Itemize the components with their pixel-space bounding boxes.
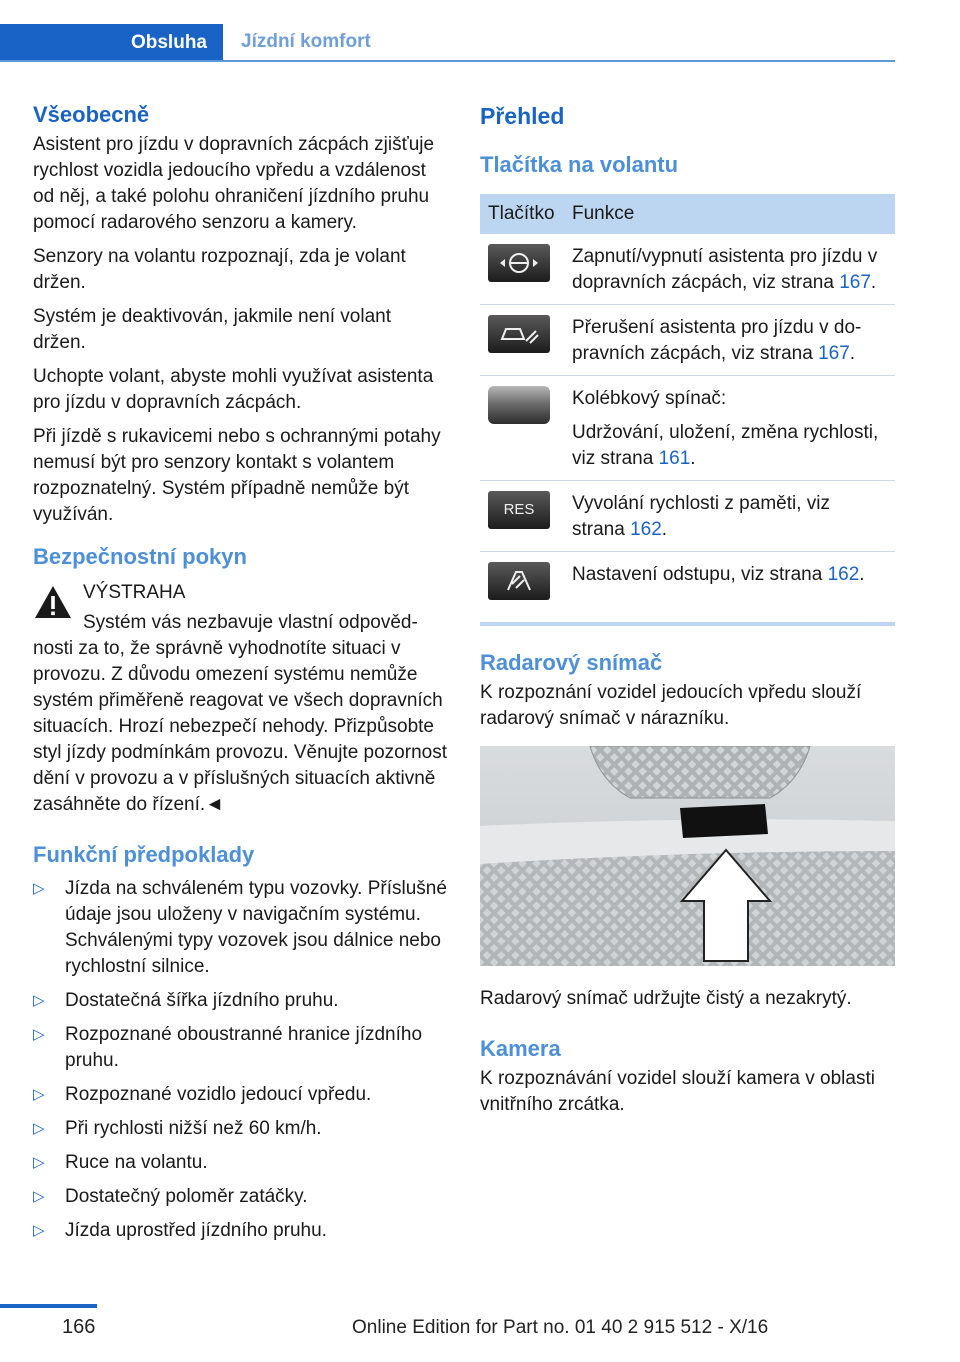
row-function-text: Zapnutí/vypnutí asistenta pro jízdu v dopravních zácpách, viz strana — [572, 246, 878, 293]
radar-sensor-photo — [480, 746, 895, 966]
page-link[interactable]: 161 — [658, 448, 691, 469]
triangle-bullet-icon: ▷ — [33, 1120, 45, 1137]
column-header-button: Tlačítko — [480, 194, 564, 234]
edition-text: Online Edition for Part no. 01 40 2 915 512 - X/16 — [352, 1317, 769, 1338]
buttons-heading: Tlačítka na volantu — [480, 152, 679, 177]
controls-table — [480, 194, 895, 626]
page-number: 166 — [62, 1316, 96, 1338]
general-heading: Všeobecně — [33, 102, 150, 127]
distance-car-icon — [488, 315, 550, 353]
warning-triangle-icon — [33, 584, 73, 620]
page-link[interactable]: 162 — [827, 564, 860, 585]
list-item: ▷ Ruce na volantu. — [33, 1150, 448, 1176]
triangle-bullet-icon: ▷ — [33, 992, 45, 1009]
list-item: ▷ Při rychlosti nižší než 60 km/h. — [33, 1116, 448, 1142]
tab-jizdni-komfort[interactable]: Jízdní komfort — [241, 31, 371, 52]
steering-assist-icon — [488, 244, 550, 282]
list-item: ▷ Rozpoznané vozidlo jedoucí vpředu. — [33, 1082, 448, 1108]
general-paragraph: Senzory na volantu rozpoznají, zda je volant držen. — [33, 246, 406, 293]
page-link[interactable]: 167 — [839, 272, 871, 293]
triangle-bullet-icon: ▷ — [33, 1154, 45, 1171]
camera-heading: Kamera — [480, 1036, 561, 1061]
row-function-text: Vyvolání rychlosti z paměti, viz strana — [572, 493, 830, 540]
rocker-switch-icon — [488, 386, 550, 424]
triangle-bullet-icon: ▷ — [33, 1086, 45, 1103]
general-paragraph: Asistent pro jízdu v dopravních zácpách zjišťuje rychlost vozidla jedoucího vpředu a vzdálenost od něj, a také polohu ohraničení jízdního pruhu pomocí radarového senzoru a kamery. — [33, 134, 435, 233]
radar-text: K rozpoznání vozidel jedoucích vpředu slouží radarový snímač v nárazníku. — [480, 682, 862, 729]
radar-caption: Radarový snímač udržujte čistý a nezakrytý. — [480, 988, 852, 1009]
res-button-icon: RES — [488, 491, 550, 529]
page-link[interactable]: 162 — [630, 519, 662, 540]
triangle-bullet-icon: ▷ — [33, 1222, 45, 1239]
right-column — [480, 100, 895, 1126]
general-paragraph: Systém je deaktivován, jakmile není volant držen. — [33, 306, 392, 353]
row-function-text: Nastavení odstupu, viz strana — [572, 564, 828, 585]
table-row: Zapnutí/vypnutí asistenta pro jízdu v dopravních zácpách, viz strana 167. — [480, 234, 895, 305]
list-item: ▷ Rozpoznané oboustranné hranice jízdního pruhu. — [33, 1024, 423, 1071]
triangle-bullet-icon: ▷ — [33, 1188, 45, 1205]
table-row: Nastavení odstupu, viz strana 162. — [480, 552, 895, 625]
row-function-text: Přerušení asistenta pro jízdu v dopravních zácpách, viz strana — [572, 317, 862, 364]
row-function-text: Kolébkový spínač: — [572, 388, 727, 409]
table-row: Kolébkový spínač: Udržování, uložení, změna rychlosti, viz strana 161. — [480, 376, 895, 481]
left-column — [33, 100, 448, 1252]
table-header-row — [480, 194, 895, 234]
page-link[interactable]: 167 — [818, 343, 850, 364]
list-item: ▷ Jízda na schváleném typu vozovky. Příslušné údaje jsou uloženy v navigačním systému. Schválenými typy vozovek jsou dálnice nebo rychlostní silnice. — [33, 878, 447, 977]
tab-obsluha[interactable]: Obsluha — [0, 24, 223, 62]
safety-heading: Bezpečnostní pokyn — [33, 544, 247, 569]
warning-text: Systém vás nezbavuje vlastní odpovědnosti za to, že správně vyhodnotíte situaci v provozu. Z důvodu omezení systému nemůže systém přiměřeně reagovat ve všech dopravních situacích. Hrozí nebezpečí nehody. Přizpůsobte styl jízdy podmínkám provozu. Věnujte pozornost dění v provozu a v příslušných situacích aktivně zasáhněte do řízení.◄ — [33, 612, 447, 815]
header-divider — [0, 60, 895, 62]
requirements-heading: Funkční předpoklady — [33, 842, 255, 867]
warning-box — [33, 580, 448, 818]
warning-title: VÝSTRAHA — [83, 582, 186, 603]
general-paragraph: Při jízdě s rukavicemi nebo s ochrannými potahy nemusí být pro senzory kontakt s volantem rozpoznatelný. Systém případně nemůže být využíván. — [33, 426, 441, 525]
list-item: ▷ Dostatečná šířka jízdního pruhu. — [33, 988, 448, 1014]
overview-heading: Přehled — [480, 103, 565, 129]
list-item: ▷ Dostatečný poloměr zatáčky. — [33, 1184, 448, 1210]
radar-heading: Radarový snímač — [480, 650, 663, 675]
general-paragraph: Uchopte volant, abyste mohli využívat asistenta pro jízdu v dopravních zácpách. — [33, 366, 434, 413]
column-header-function: Funkce — [564, 194, 895, 234]
footer-rule — [0, 1304, 97, 1308]
table-row: RES Vyvolání rychlosti z paměti, viz strana 162. — [480, 481, 895, 552]
page-header — [0, 24, 895, 62]
triangle-bullet-icon: ▷ — [33, 880, 45, 897]
row-function-text: Udržování, uložení, změna rychlosti, viz strana — [572, 422, 879, 469]
triangle-bullet-icon: ▷ — [33, 1026, 45, 1043]
requirements-list — [33, 876, 448, 1244]
list-item: ▷ Jízda uprostřed jízdního pruhu. — [33, 1218, 448, 1244]
table-row: Přerušení asistenta pro jízdu v dopravních zácpách, viz strana 167. — [480, 305, 895, 376]
distance-setting-icon — [488, 562, 550, 600]
camera-text: K rozpoznávání vozidel slouží kamera v oblasti vnitřního zrcátka. — [480, 1068, 875, 1115]
